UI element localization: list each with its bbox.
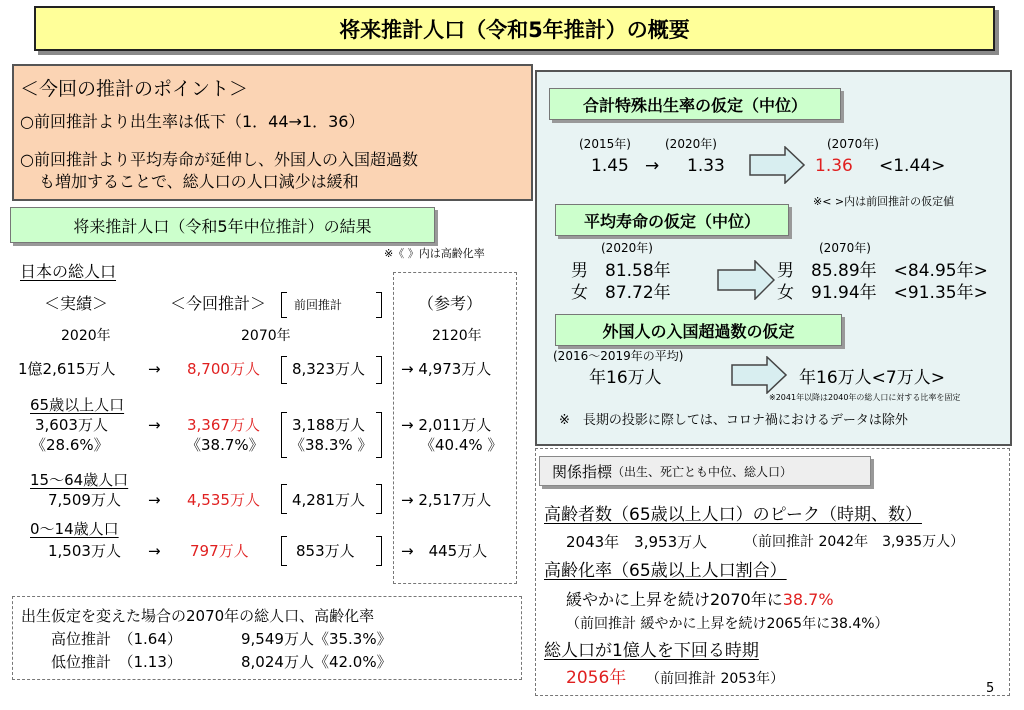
age65-previous: 3,188万人	[292, 416, 365, 434]
age15-title: 15～64歳人口	[30, 471, 129, 489]
assumption-panel	[535, 70, 1012, 446]
fertility-2015-value: 1.45	[591, 156, 629, 176]
total-reference: → 4,973万人	[401, 360, 492, 378]
prev-bracket-left	[281, 536, 287, 566]
col-previous: 前回推計	[294, 298, 343, 312]
right-arrow-icon	[717, 260, 775, 300]
migration-note: ※2041年以降は2040年の総人口に対する比率を固定	[769, 393, 961, 402]
aging-rate-desc: 緩やかに上昇を続け2070年に	[566, 590, 783, 609]
col-actual: ＜実績＞	[44, 294, 109, 313]
age65-current: 3,367万人	[187, 416, 260, 434]
col-current: ＜今回推計＞	[170, 294, 267, 313]
migration-period: (2016～2019年の平均)	[553, 349, 684, 363]
fertility-2070-value: 1.36	[815, 156, 853, 176]
arrow: →	[645, 156, 660, 176]
age0-actual: 1,503万人	[48, 542, 121, 560]
key-point-fertility: ○前回推計より出生率は低下（1．44→1．36）	[20, 112, 365, 131]
fertility-note: ※< >内は前回推計の仮定値	[813, 195, 955, 208]
japan-total-title: 日本の総人口	[20, 262, 117, 281]
prev-bracket-right	[376, 356, 382, 384]
peak-title: 高齢者数（65歳以上人口）のピーク（時期、数）	[544, 505, 922, 525]
total-current: 8,700万人	[187, 360, 260, 378]
migration-value-before: 年16万人	[589, 368, 662, 388]
variant-low-value: 8,024万人《42.0%》	[241, 653, 392, 671]
fertility-year-2020: (2020年)	[665, 137, 717, 151]
life-year-2070: (2070年)	[819, 241, 871, 255]
results-header	[10, 207, 435, 243]
page-title-text: 将来推計人口（令和5年推計）の概要	[339, 17, 690, 42]
variant-low-label: 低位推計 （1.13）	[51, 653, 182, 671]
age0-previous: 853万人	[296, 542, 355, 560]
year-2120: 2120年	[432, 328, 482, 344]
migration-label-text: 外国人の入国超過数の仮定	[602, 321, 795, 341]
age65-reference: → 2,011万人	[401, 416, 492, 434]
age0-current: 797万人	[190, 542, 249, 560]
col-reference: （参考）	[418, 294, 483, 313]
total-actual: 1億2,615万人	[18, 360, 116, 378]
page-title	[34, 6, 995, 51]
right-arrow-icon	[749, 146, 805, 184]
life-label-text: 平均寿命の仮定（中位）	[583, 211, 760, 231]
fertility-year-2070: (2070年)	[827, 137, 879, 151]
indicators-header-text: 関係指標	[552, 462, 613, 481]
prev-bracket-right	[376, 412, 382, 458]
year-2020: 2020年	[61, 328, 111, 344]
total-previous: 8,323万人	[292, 360, 365, 378]
key-point-life-migration: ○前回推計より平均寿命が延伸し、外国人の入国超過数	[20, 150, 418, 169]
age65-current-rate: 《38.7%》	[186, 436, 264, 454]
migration-label	[555, 314, 842, 346]
fertility-previous: <1.44>	[879, 156, 946, 176]
aging-rate-previous: （前回推計 緩やかに上昇を続け2065年に38.4%）	[566, 616, 889, 632]
life-year-2020: (2020年)	[601, 241, 653, 255]
fertility-label	[549, 88, 841, 120]
aging-rate-value: 38.7%	[782, 590, 834, 609]
age15-reference: → 2,517万人	[401, 491, 492, 509]
year-2070: 2070年	[241, 328, 291, 344]
prev-bracket-left	[281, 356, 287, 384]
prev-bracket-left	[281, 484, 287, 514]
below-100m-title: 総人口が1億人を下回る時期	[544, 641, 759, 661]
arrow: →	[148, 491, 161, 509]
aging-rate-title: 高齢化率（65歳以上人口割合）	[544, 561, 787, 581]
life-male-2020: 男 81.58年	[571, 261, 671, 281]
age15-current: 4,535万人	[187, 491, 260, 509]
prev-bracket-left	[281, 412, 287, 458]
life-male-2070: 男 85.89年 <84.95年>	[777, 261, 988, 281]
prev-bracket-right	[376, 536, 382, 566]
arrow: →	[148, 416, 161, 434]
life-female-2070: 女 91.94年 <91.35年>	[777, 283, 988, 303]
covid-note: ※ 長期の投影に際しては、コロナ禍におけるデータは除外	[559, 413, 908, 428]
age15-actual: 7,509万人	[48, 491, 121, 509]
age65-previous-rate: 《38.3% 》	[290, 436, 373, 454]
indicators-header	[539, 456, 871, 486]
below-100m-previous: （前回推計 2053年）	[646, 671, 785, 687]
page-number: 5	[986, 681, 995, 696]
aging-rate-text	[566, 592, 834, 608]
migration-value-after: 年16万人<7万人>	[799, 368, 945, 388]
indicators-header-sub: （出生、死亡とも中位、総人口）	[612, 464, 793, 479]
age65-actual: 3,603万人	[35, 416, 108, 434]
key-points-box	[12, 64, 533, 201]
below-100m-year: 2056年	[566, 668, 627, 688]
variant-high-label: 高位推計 （1.64）	[51, 630, 182, 648]
arrow: →	[148, 542, 161, 560]
age0-title: 0～14歳人口	[30, 520, 119, 538]
variant-high-value: 9,549万人《35.3%》	[241, 630, 392, 648]
fertility-label-text: 合計特殊出生率の仮定（中位）	[582, 95, 807, 115]
variant-box	[12, 596, 522, 680]
results-header-text: 将来推計人口（令和5年中位推計）の結果	[73, 216, 372, 236]
peak-previous: （前回推計 2042年 3,935万人）	[744, 534, 965, 550]
fertility-year-2015: (2015年)	[579, 137, 631, 151]
age0-reference: → 445万人	[401, 542, 488, 560]
key-point-life-migration-cont: も増加することで、総人口の人口減少は緩和	[39, 172, 359, 191]
age65-title: 65歳以上人口	[30, 396, 125, 414]
life-label	[555, 204, 789, 236]
peak-value: 2043年 3,953万人	[566, 533, 708, 551]
life-female-2020: 女 87.72年	[571, 283, 671, 303]
right-arrow-icon	[731, 356, 787, 394]
fertility-2020-value: 1.33	[687, 156, 725, 176]
age15-previous: 4,281万人	[292, 491, 365, 509]
prev-bracket-right	[376, 484, 382, 514]
variant-title: 出生仮定を変えた場合の2070年の総人口、高齢化率	[21, 607, 375, 625]
prev-bracket-left	[281, 292, 287, 318]
age65-actual-rate: 《28.6%》	[31, 436, 109, 454]
prev-bracket-right	[376, 292, 382, 318]
rate-note: ※《 》内は高齢化率	[384, 247, 485, 260]
age65-reference-rate: 《40.4% 》	[420, 436, 503, 454]
arrow: →	[148, 360, 161, 378]
key-points-heading: ＜今回の推計のポイント＞	[20, 78, 249, 100]
